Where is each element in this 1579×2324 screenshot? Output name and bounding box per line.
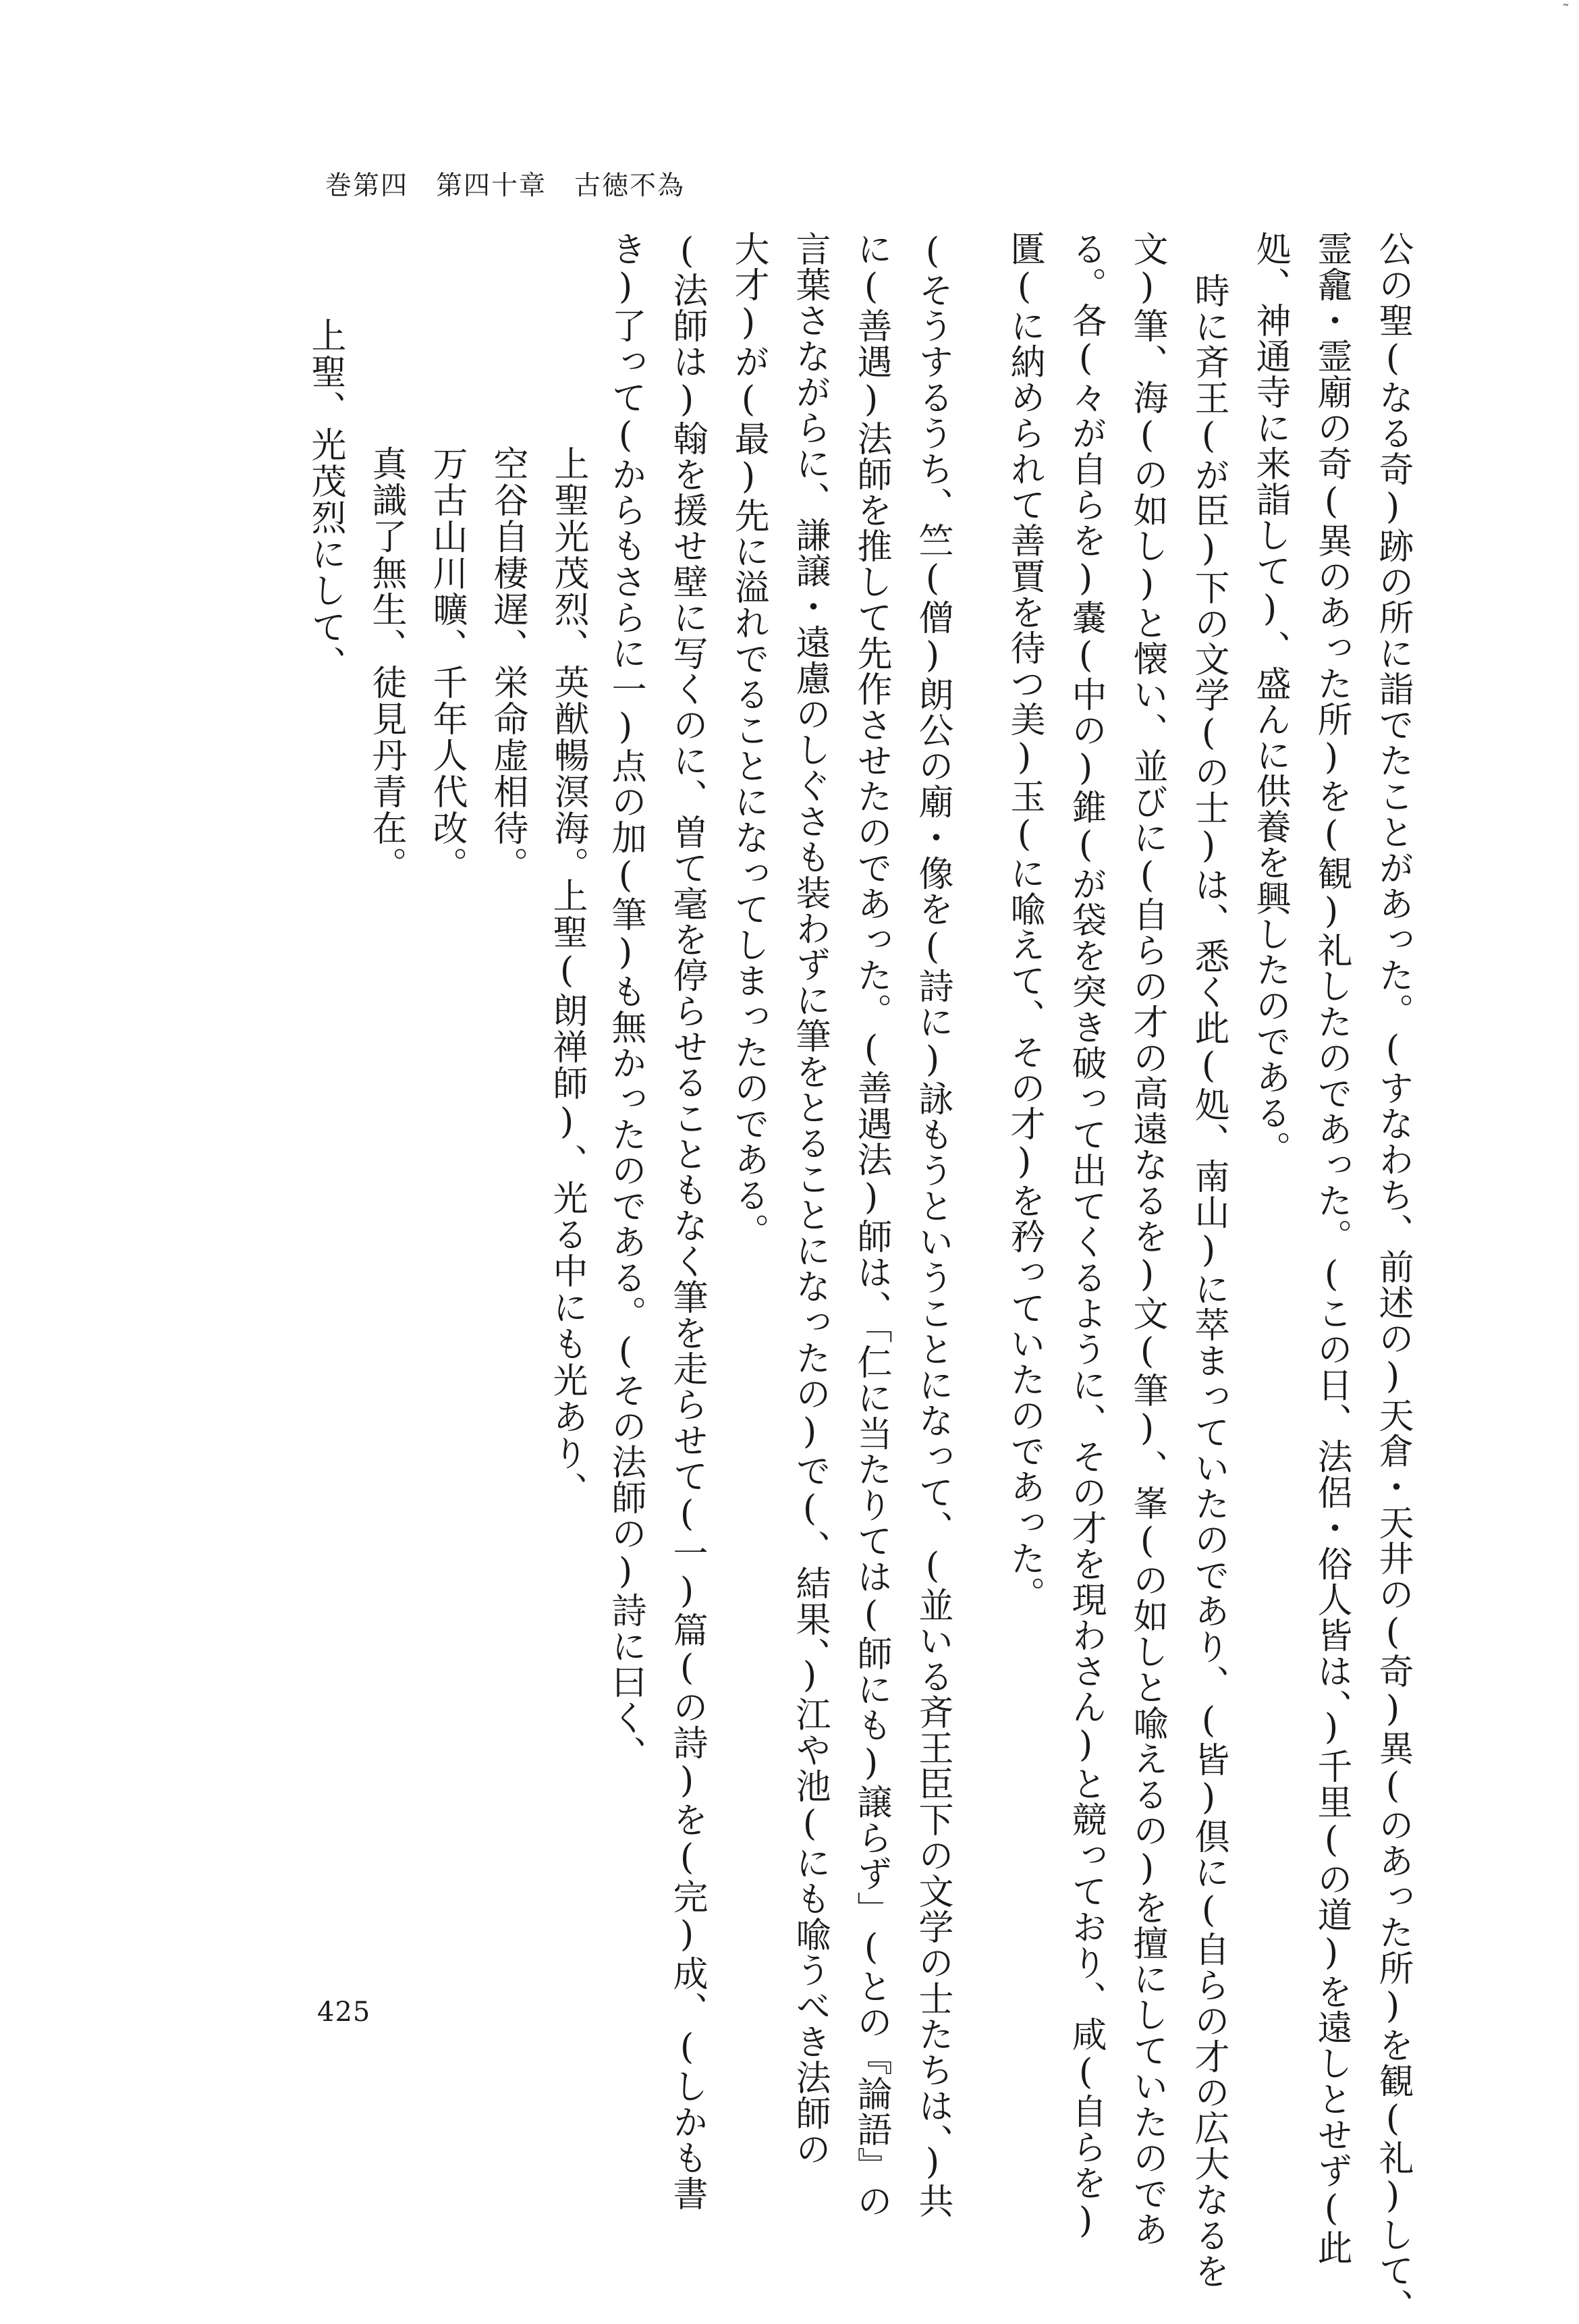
body-column: 匱(に納められて善賈を待つ美)玉(に喩えて、その才)を矜っていたのであった。 [1004,231,1045,1612]
body-column: 時に斉王(が臣)下の文学(の士)は、悉く此(処、南山)に萃まっていたのであり、(皆)倶に(自らの才の広大なるを [1188,273,1229,2289]
body-column: 処、神通寺に来詣して)、盛んに供養を興したのである。 [1250,231,1290,1166]
body-column: 大才)が(最)先に溢れでることになってしまったのである。 [728,231,769,1249]
poem-line: 真識了無生、徒見丹青在。 [366,445,406,883]
body-column: (そうするうち、竺(僧)朗公の廟・像を(詩に)詠もうということになって、(並いる斉王臣下の文学の士たちは、)共 [912,231,953,2219]
page-number: 425 [317,1997,371,2028]
corner-scan-mark: ˜ [1562,3,1570,20]
body-column: (法師は)翰を援せ壁に写くのに、曽て毫を停らせることもなく筆を走らせて(一)篇(の詩)を(完)成、(しかも書 [667,231,707,2211]
poem-line: 空谷自棲遅、栄命虚相待。 [487,445,528,883]
poem-line: 上聖光茂烈、英猷暢溟海。 [548,445,588,883]
running-head: 巻第四 第四十章 古徳不為 [325,171,686,201]
body-column: き)了って(からもさらに一)点の加(筆)も無かったのである。(その法師の)詩に曰く、 [605,231,646,1771]
translation-line: 上聖(朗禅師)、光る中にも光あり、 [547,877,587,1508]
body-column: る。各(々が自らを)嚢(中の)錐(が袋を突き破って出てくるように、その才を現わさん)と競っており、咸(自らを) [1065,231,1106,2242]
body-column: 言葉さながらに、謙譲・遠慮のしぐさも装わずに筆をとることになったの)で(、結果、)江や池(にも喩うべき法師の [790,231,830,2167]
body-column: に(善遇)法師を推して先作させたのであった。(善遇法)師は、「仁に当たりては(師にも)譲らず」(との『論語』の [851,231,891,2219]
body-column: 霊龕・霊廟の奇(異のあった所)を(観)礼したのであった。(この日、法侶・俗人皆は、)千里(の道)を遠しとせず(此 [1311,231,1352,2265]
translation-line: 上聖、光茂烈にして、 [305,317,345,682]
body-column: 公の聖(なる奇)跡の所に詣でたことがあった。(すなわち、前述の)天倉・天井の(奇)異(のあった所)を観(礼)して、 [1373,231,1413,2324]
poem-line: 万古山川曠、千年人代改。 [426,445,467,883]
body-column: 文)筆、海(の如し)と懐い、並びに(自らの才の高遠なるを)文(筆)、峯(の如しと喩えるの)を擅にしていたのであ [1127,231,1167,2247]
